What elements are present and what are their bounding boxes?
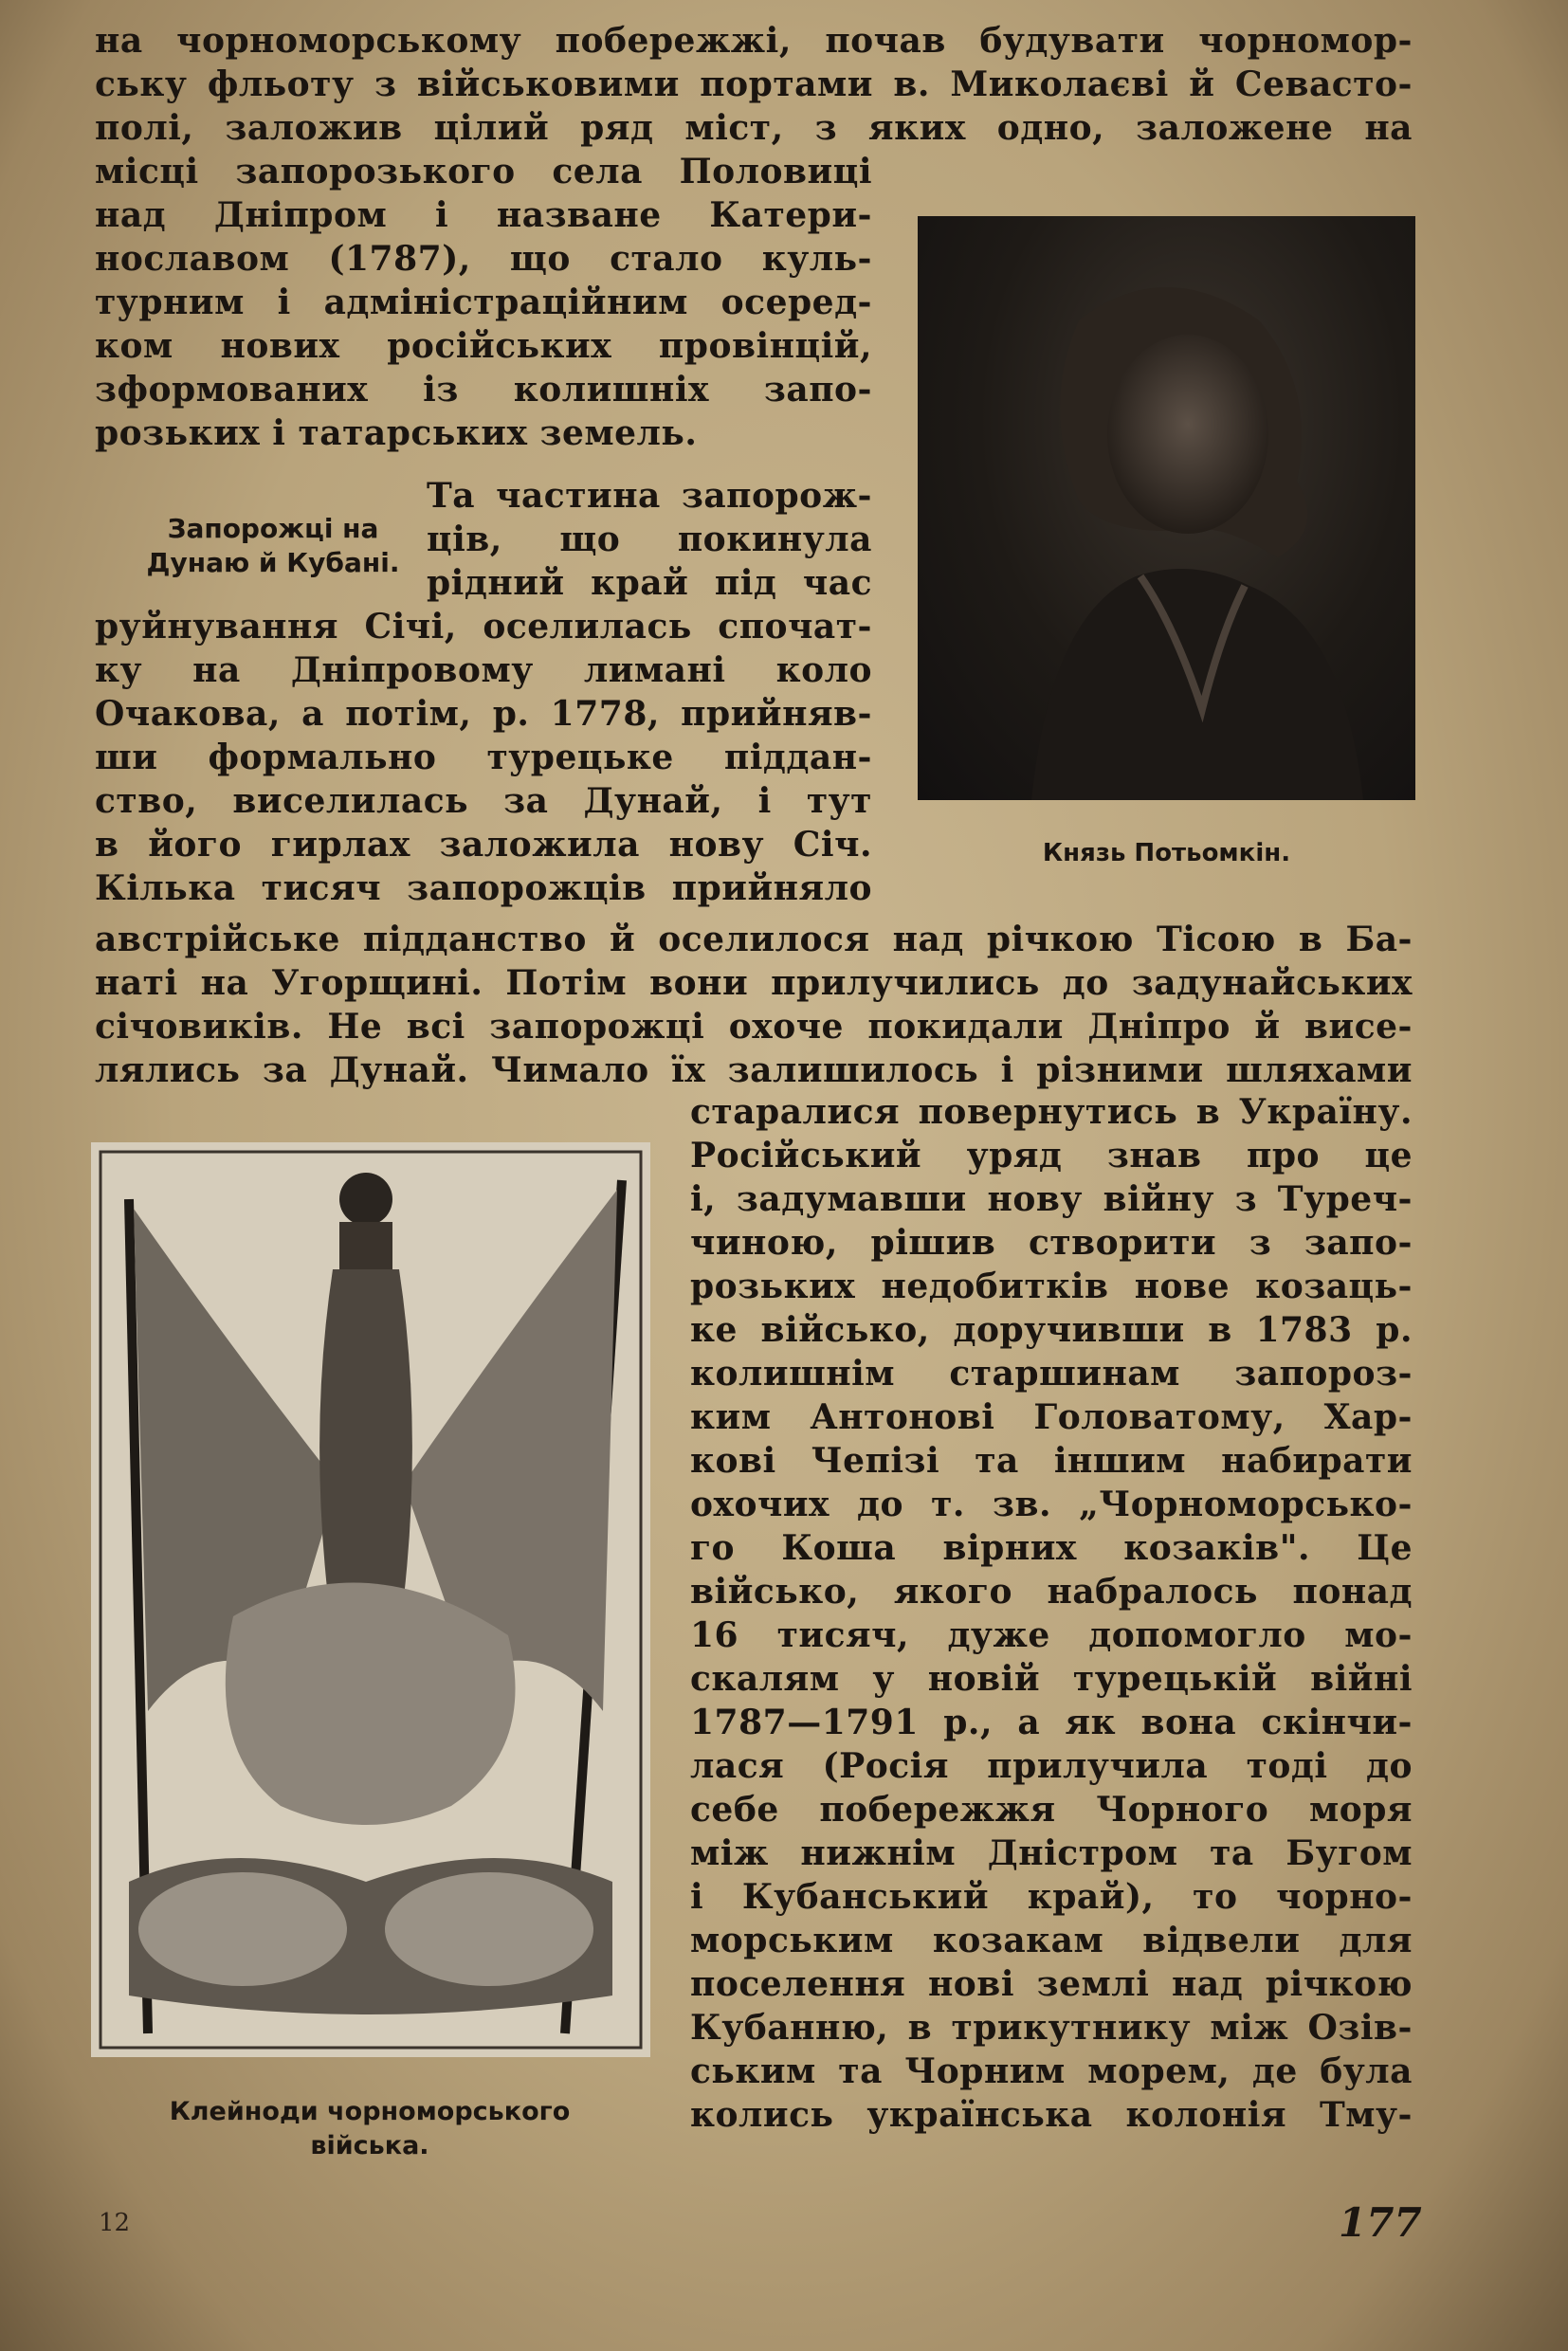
paragraph-beside-heading	[427, 474, 872, 605]
regalia-caption	[95, 2095, 645, 2163]
text-line: військо, якого набралось понад	[690, 1572, 1413, 1612]
text-line: лялись за Дунай. Чимало їх залишилось і різними шляхами	[95, 1050, 1413, 1090]
text-line: го Коша вірних козаків". Це	[690, 1528, 1413, 1568]
text-line: ку на Дніпровому лимані коло	[95, 650, 872, 690]
text-line: полі, заложив цілий ряд міст, з яких одно, заложене на	[95, 108, 1413, 148]
text-line: австрійське підданство й оселилося над річкою Тісою в Ба-	[95, 920, 1413, 959]
text-line: нославом (1787), що стало куль-	[95, 239, 872, 279]
text-line: колись українська колонія Тму-	[690, 2095, 1413, 2135]
text-line: Очакова, а потім, р. 1778, прийняв-	[95, 694, 872, 734]
signature-mark: 12	[99, 2209, 131, 2237]
text-line: зформованих із колишніх запо-	[95, 370, 872, 410]
text-line: чиною, рішив створити з запо-	[690, 1223, 1413, 1263]
text-line: поселення нові землі над річкою	[690, 1964, 1413, 2004]
text-line: турним і адміністраційним осеред-	[95, 282, 872, 322]
text-line: і, задумавши нову війну з Туреч-	[690, 1179, 1413, 1219]
text-line: Та частина запорож-	[427, 476, 872, 516]
text-line: руйнування Січі, оселилась спочат-	[95, 607, 872, 647]
paragraph-full-width	[95, 918, 1413, 1092]
text-line: ком нових російських провінцій,	[95, 326, 872, 366]
text-line: ським та Чорним морем, де була	[690, 2051, 1413, 2091]
portrait-image	[918, 216, 1415, 800]
portrait-caption: Князь Потьомкін.	[1042, 839, 1291, 867]
paragraph-left-column-2	[95, 605, 872, 910]
text-line: кові Чепізі та іншим набирати	[690, 1441, 1413, 1481]
text-line: колишнім старшинам запороз-	[690, 1354, 1413, 1394]
text-line: ким Антонові Головатому, Хар-	[690, 1397, 1413, 1437]
paragraph-left-column	[95, 150, 872, 455]
text-line: над Дніпром і назване Катери-	[95, 195, 872, 235]
text-line: охочих до т. зв. „Чорноморсько-	[690, 1485, 1413, 1524]
text-line: і Кубанський край), то чорно-	[690, 1877, 1413, 1917]
text-line: скалям у новій турецькій війні	[690, 1659, 1413, 1699]
text-line: Кубанню, в трикутнику між Озів-	[690, 2008, 1413, 2048]
text-line: між нижнім Дністром та Бугом	[690, 1833, 1413, 1873]
text-line: ке військо, доручивши в 1783 р.	[690, 1310, 1413, 1350]
text-line: в його гирлах заложила нову Січ.	[95, 825, 872, 865]
page-number: 177	[1339, 2199, 1422, 2246]
text-line: розьких і татарських земель.	[95, 413, 698, 453]
paragraph-top	[95, 19, 1413, 150]
text-line: себе побережжя Чорного моря	[690, 1790, 1413, 1830]
regalia-illustration	[91, 1142, 650, 2057]
regalia-caption-line-2: війська.	[310, 2131, 429, 2160]
text-line: лася (Росія прилучила тоді до	[690, 1746, 1413, 1786]
text-line: місці запорозького села Половиці	[95, 152, 872, 191]
text-line: Кілька тисяч запорожців прийняло	[95, 868, 872, 908]
text-line: рідний край під час	[427, 563, 872, 603]
text-line: 1787—1791 р., а як вона скінчи-	[690, 1703, 1413, 1742]
text-line: Російський уряд знав про це	[690, 1136, 1413, 1176]
text-line: морським козакам відвели для	[690, 1921, 1413, 1960]
text-line: ців, що покинула	[427, 519, 872, 559]
paragraph-right-column	[690, 1090, 1413, 2137]
text-line: розьких недобитків нове козаць-	[690, 1267, 1413, 1306]
text-line: січовиків. Не всі запорожці охоче покидали Дніпро й висе-	[95, 1007, 1413, 1047]
text-line: старалися повернутись в Україну.	[690, 1092, 1413, 1132]
text-line: на чорноморському побережжі, почав будувати чорномор-	[95, 21, 1413, 61]
regalia-image	[91, 1142, 650, 2057]
text-line: наті на Угорщині. Потім вони прилучились до задунайських	[95, 963, 1413, 1003]
regalia-caption-line-1: Клейноди чорноморського	[169, 2097, 571, 2126]
text-line: 16 тисяч, дуже допомогло мо-	[690, 1615, 1413, 1655]
text-line: ство, виселилась за Дунай, і тут	[95, 781, 872, 821]
text-line: ши формально турецьке піддан-	[95, 738, 872, 777]
text-line: ську фльоту з військовими портами в. Миколаєві й Севасто-	[95, 64, 1413, 104]
portrait-illustration	[918, 216, 1415, 800]
side-heading: Запорожці на Дунаю й Кубані.	[146, 513, 400, 578]
